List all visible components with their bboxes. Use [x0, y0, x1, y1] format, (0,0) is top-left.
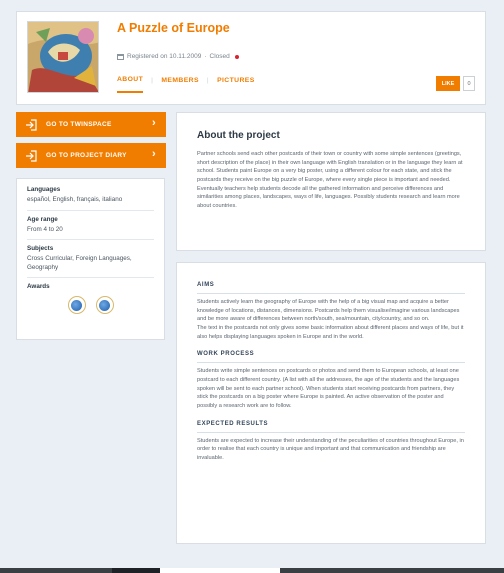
tab-members[interactable]: MEMBERS: [161, 77, 199, 84]
about-panel: [176, 112, 486, 251]
subjects-value: Cross Curricular, Foreign Languages, Geography: [27, 255, 132, 271]
chevron-right-icon: ›: [152, 148, 156, 160]
expected-results-text: Students are expected to increase their understanding of the peculiarities of countries throughout Europe, in order to realise that each country is unique and important and that communication and friendship are invaluable.: [197, 437, 464, 461]
project-title: A Puzzle of Europe: [117, 21, 230, 35]
project-tabs: ABOUT | MEMBERS | PICTURES: [117, 76, 255, 93]
about-heading: About the project: [197, 130, 280, 141]
registered-date: Registered on 10.11.2009: [127, 53, 202, 60]
age-range-value: From 4 to 20: [27, 225, 63, 233]
like-count: 0: [463, 76, 475, 91]
project-header: [16, 11, 486, 105]
twinspace-label: GO TO TWINSPACE: [46, 121, 112, 128]
project-details-panel: [176, 262, 486, 544]
languages-value: español, English, français, italiano: [27, 196, 123, 203]
go-to-twinspace-button[interactable]: [16, 112, 166, 137]
expected-results-heading: EXPECTED RESULTS: [197, 421, 465, 433]
status-dot-icon: [235, 55, 239, 59]
project-meta: Registered on 10.11.2009 · Closed: [117, 53, 239, 60]
project-info-panel: [16, 178, 165, 340]
subjects-label: Subjects: [27, 245, 54, 252]
project-thumbnail: [27, 21, 99, 93]
go-to-project-diary-button[interactable]: [16, 143, 166, 168]
like-button[interactable]: LIKE: [436, 76, 460, 91]
about-text: Partner schools send each other postcards of their town or country with some simple sentences (greetings, short description of the place) in their own language with English translation or in the language they learn at school. Students paint Europe on a very big poster, using a different colour for each state, and stick the postcards they receive on the big puzzle of Europe, where every single piece is important and needed. Eventually teachers help students decode all the gathered information and perceive differences and similarities among places, landscapes, ways of life, languages. Possibly students research and learn more about countries.: [197, 151, 463, 209]
enter-icon: [16, 150, 46, 162]
tab-about[interactable]: ABOUT: [117, 76, 143, 93]
languages-label: Languages: [27, 186, 61, 193]
european-quality-award-icon[interactable]: [96, 296, 114, 314]
age-range-label: Age range: [27, 215, 58, 223]
awards-label: Awards: [27, 283, 50, 290]
work-process-heading: WORK PROCESS: [197, 351, 465, 363]
chevron-right-icon: ›: [152, 117, 156, 129]
calendar-icon: [117, 54, 124, 60]
bottom-bar: [0, 568, 504, 573]
project-status: Closed: [209, 53, 230, 60]
aims-text: Students actively learn the geography of Europe with the help of a big visual map and acquire a better knowledge of locations, distances, dimensions. Postcards help them visualise/imagine various landscapes and be more aware of differences between north/south, sea/mountain, city/country, and so on.: [197, 299, 460, 323]
tab-pictures[interactable]: PICTURES: [217, 77, 255, 84]
awards-list: [27, 296, 154, 314]
enter-icon: [16, 119, 46, 131]
work-process-text: Students write simple sentences on postcards or photos and send them to European schools, at least one postcard to each different country. (A list with all the addresses, the age of the students and the languages spoken will be sent to each partner school). When students start receiving postcards from partners, they stick the postcards on a big poster where Europe is painted. An active observation of the poster and possibly a research work are to follow.: [197, 368, 460, 409]
diary-label: GO TO PROJECT DIARY: [46, 152, 127, 159]
aims-text-2: The text in the postcards not only gives some basic information about different places and ways of life, but it also helps displaying languages spoken in Europe and in the world.: [197, 324, 464, 340]
quality-label-award-icon[interactable]: [68, 296, 86, 314]
aims-heading: AIMS: [197, 282, 465, 294]
